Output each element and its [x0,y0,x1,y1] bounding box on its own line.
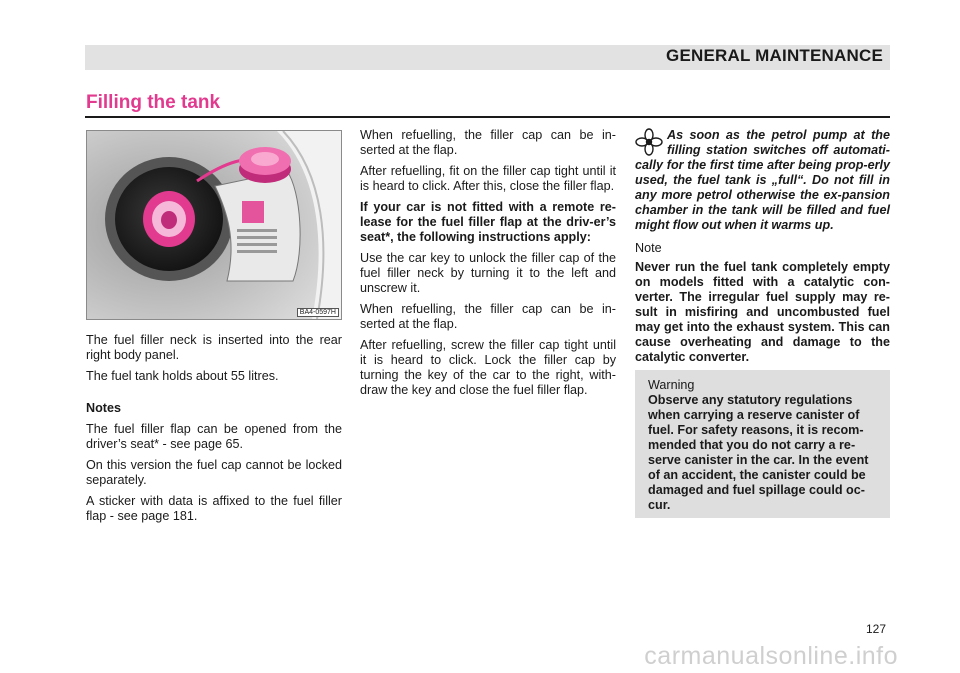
paragraph: The fuel filler neck is inserted into the rear right body panel. [86,333,342,362]
warning-text: Observe any statutory regulations when carrying a reserve canister of fuel. For safety reasons, it is recom-mended that you do not carry a re-serve canister in the car. In the event of an accident, the canister could be damaged and fuel spillage could oc-cur. [648,393,869,512]
section-title: Filling the tank [86,92,221,113]
warning-box [635,370,890,518]
paragraph: The fuel tank holds about 55 litres. [86,369,279,383]
instruction-heading: If your car is not fitted with a remote re-lease for the fuel filler flap at the driv-er’s seat*, the following instructions apply: [360,200,616,244]
fuel-filler-illustration [87,131,341,319]
fuel-filler-photo [86,130,342,320]
paragraph: The fuel filler flap can be opened from the driver’s seat* - see page 65. [86,422,342,451]
column-2 [360,128,616,404]
figure-code: BA4-0597H [297,308,339,317]
note-heading: Note [635,241,662,255]
note-text: Never run the fuel tank completely empty on models fitted with a catalytic con-verter. The irregular fuel supply may re-sult in misfiring and uncombusted fuel may get into the exhaust system. This can cause overheating and damage to the catalytic converter. [635,260,890,364]
environment-note [635,128,890,233]
paragraph: When refuelling, the filler cap can be in-serted at the flap. [360,128,616,157]
warning-title: Warning [648,378,695,392]
watermark-text: carmanualsonline.info [644,642,898,670]
environment-note-text: As soon as the petrol pump at the filling station switches off automati-cally for the first time after being prop-erly used, the fuel tank is „full“. Do not fill in any more petrol otherwise the ex-pansion chamber in the tank will be filled and fuel might flow out when it warms up. [635,128,890,232]
paragraph: Use the car key to unlock the filler cap of the fuel filler neck by turning it to the left and unscrew it. [360,251,616,295]
column-3 [635,128,890,371]
chapter-title: GENERAL MAINTENANCE [666,46,883,65]
paragraph: After refuelling, screw the filler cap tight until it is heard to click. Lock the filler cap by turning the key of the car to the right, with-draw the key and close the fuel filler flap. [360,338,616,397]
paragraph: After refuelling, fit on the filler cap tight until it is heard to click. After this, close the filler flap. [360,164,616,193]
paragraph: When refuelling, the filler cap can be in-serted at the flap. [360,302,616,331]
paragraph: A sticker with data is affixed to the fuel filler flap - see page 181. [86,494,342,523]
watermark [0,642,960,673]
column-1 [86,333,342,530]
header-bar [85,45,890,70]
flower-icon [635,128,663,156]
paragraph: On this version the fuel cap cannot be locked separately. [86,458,342,487]
title-rule [85,116,890,118]
page-number: 127 [866,622,887,636]
notes-heading: Notes [86,401,121,415]
